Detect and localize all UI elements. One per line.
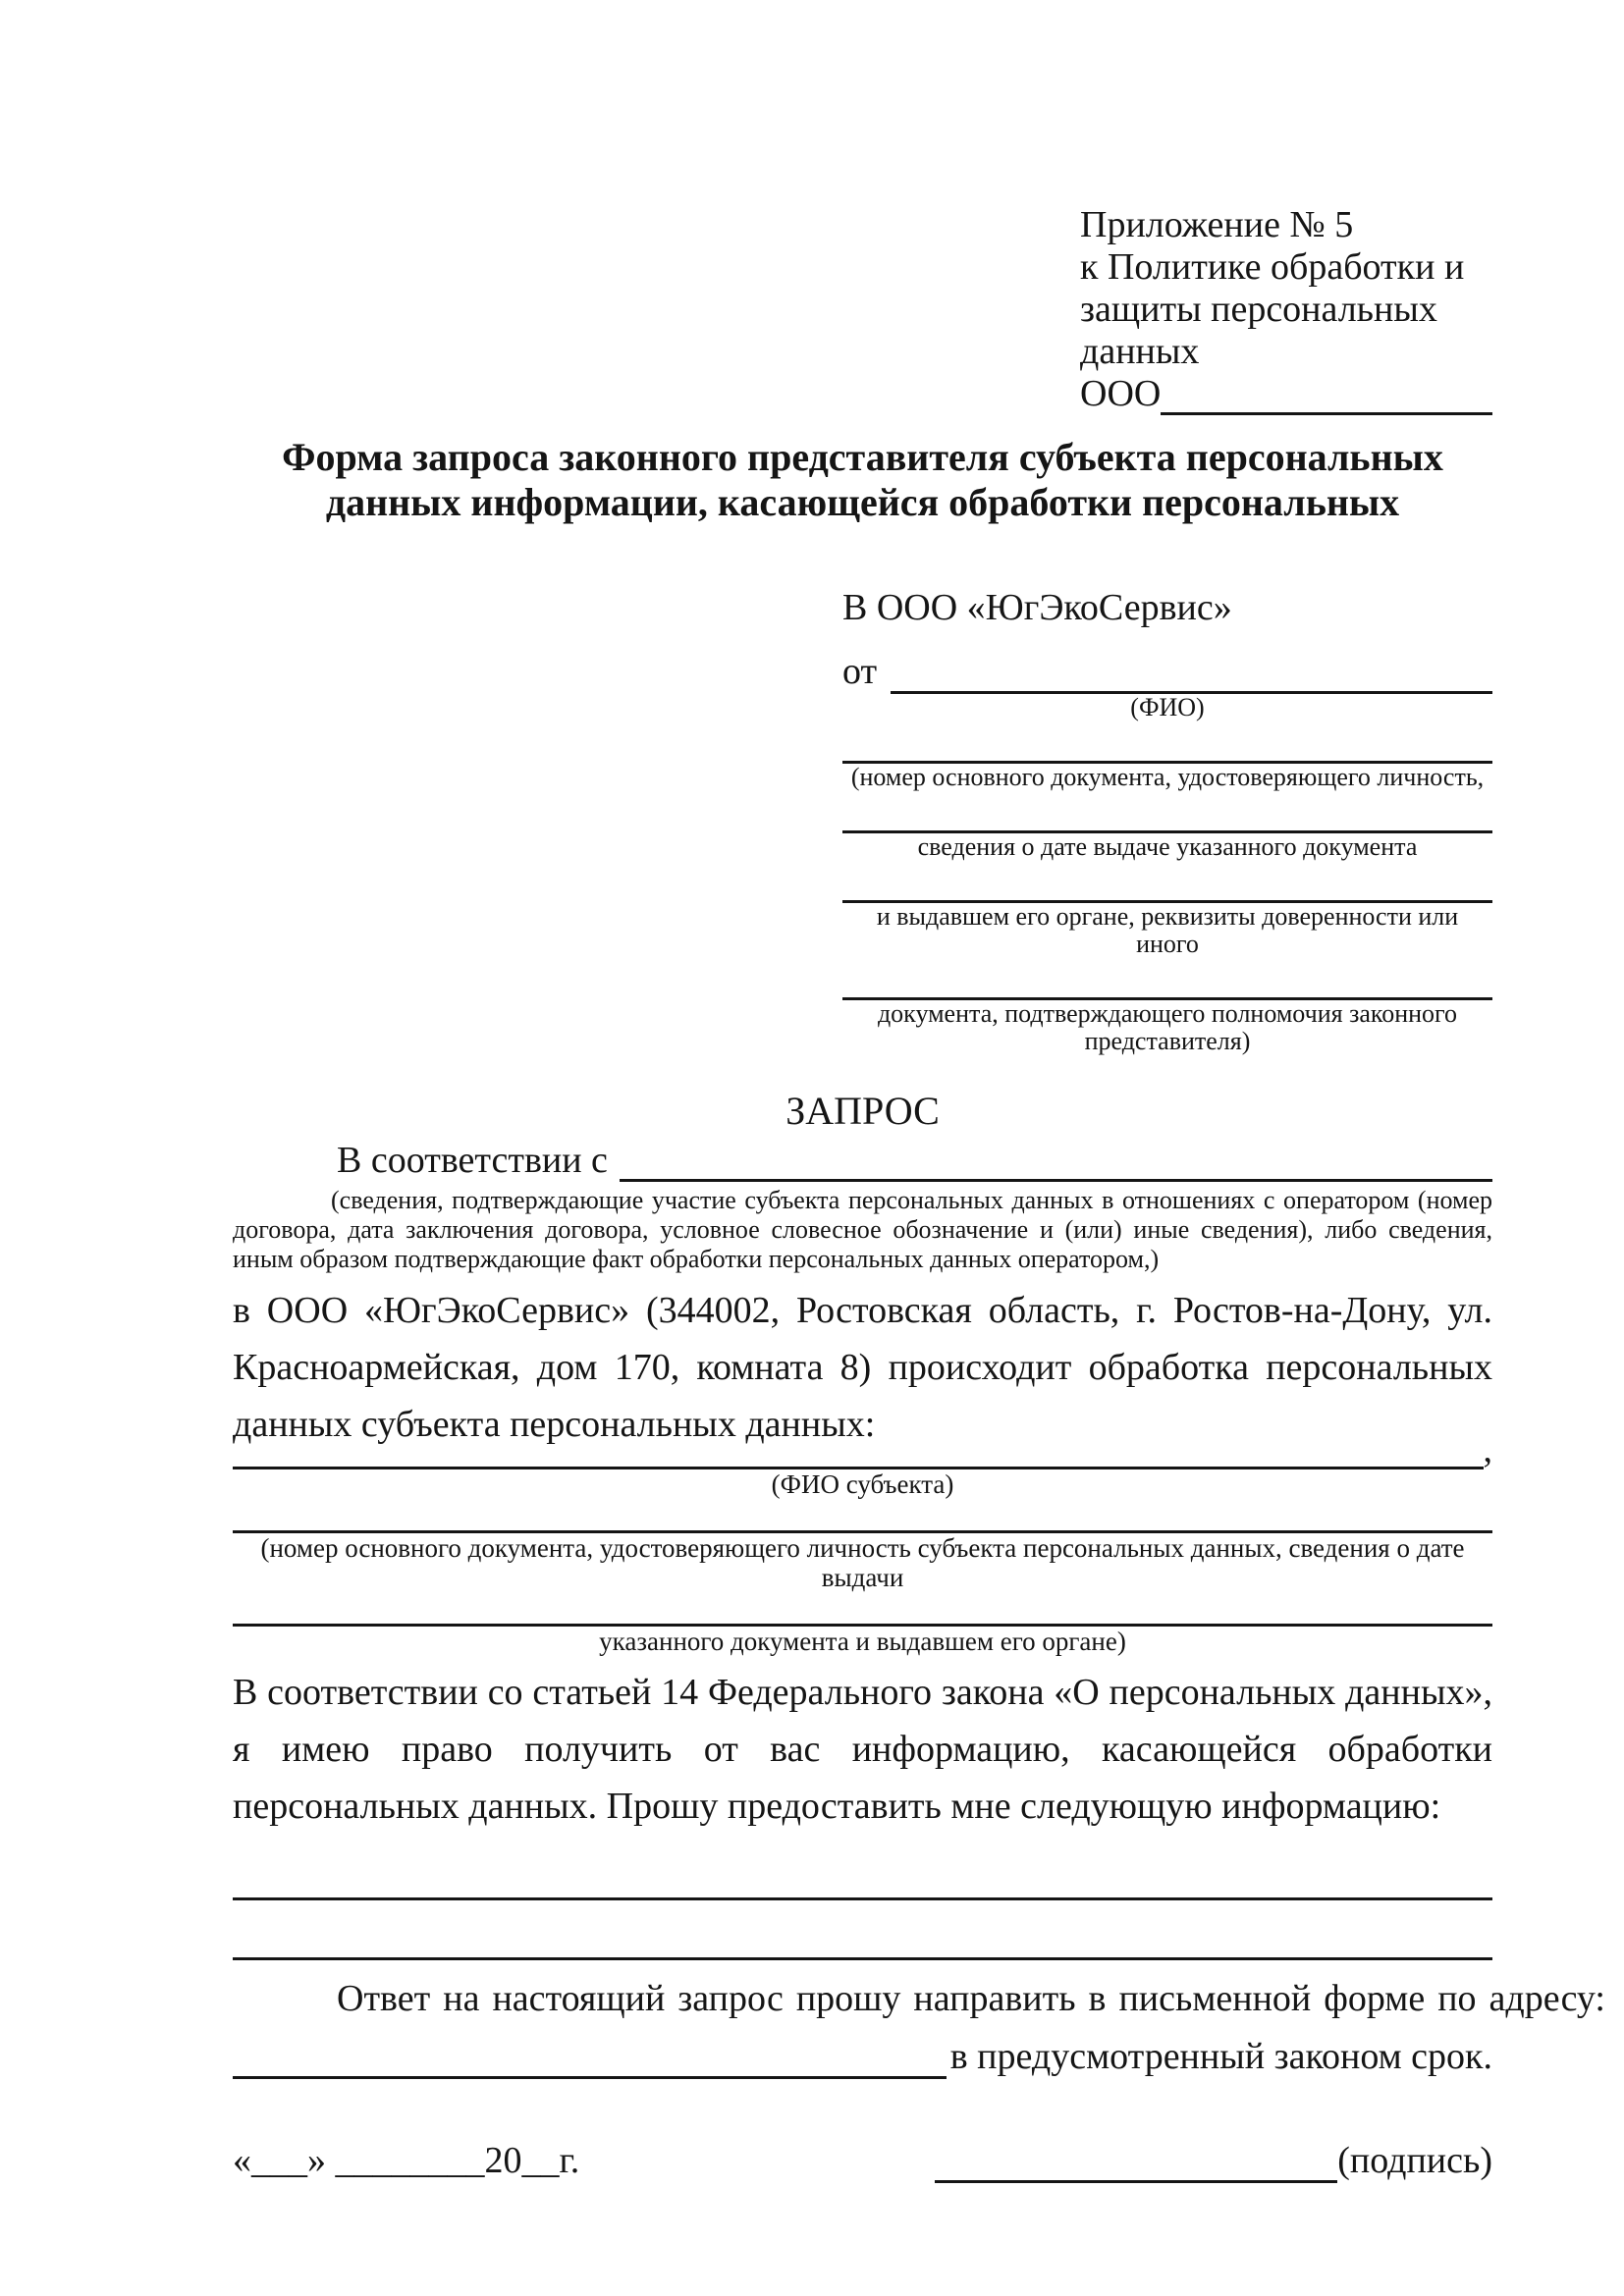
appendix-company-row: [1080, 373, 1492, 415]
from-label: от: [842, 651, 878, 692]
subject-doc-blank-2: [233, 1592, 1492, 1627]
subject-doc-caption-1: (номер основного документа, удостоверяющего личность субъекта персональных данных, сведения о дате выдачи: [260, 1533, 1465, 1592]
subject-doc-blank-1: [233, 1499, 1492, 1533]
doc-caption-3: и выдавшем его органе, реквизиты доверенности или иного: [876, 902, 1459, 958]
appendix-line-3: защиты персональных данных: [1080, 289, 1437, 372]
appendix-note: [1080, 204, 1492, 415]
company-name-blank: [1161, 375, 1492, 415]
subject-doc-caption-2: указанного документа и выдавшем его органе): [599, 1627, 1126, 1656]
intro-row: [233, 1140, 1492, 1182]
reply-request-paragraph: Ответ на настоящий запрос прошу направить в письменной форме по адресу:: [337, 1978, 1605, 2019]
operator-paragraph: в ООО «ЮгЭкоСервис» (344002, Ростовская область, г. Ростов-на-Дону, ул. Красноармейская, дом 170, комната 8) происходит обработка персональных данных субъекта персональных данных:: [233, 1290, 1492, 1445]
footer-row: [233, 2138, 1492, 2183]
title-line-1: Форма запроса законного представителя субъекта персональных: [282, 435, 1443, 479]
doc-blank-line-2: [842, 791, 1492, 833]
title-line-2: данных информации, касающейся обработки персональных: [325, 480, 1400, 524]
signature-block: [935, 2138, 1492, 2183]
info-blank-line-1: [233, 1858, 1492, 1900]
reply-address-row: [233, 2033, 1492, 2079]
doc-caption-1: (номер основного документа, удостоверяющего личность,: [850, 763, 1485, 791]
appendix-line-2: к Политике обработки и: [1080, 246, 1465, 288]
doc-caption-2: сведения о дате выдаче указанного документа: [917, 832, 1418, 861]
representative-doc-group: [842, 721, 1492, 1055]
document-title: [233, 435, 1492, 525]
date-line: «___» ________20__г.: [233, 2140, 580, 2181]
addressee-block: [842, 586, 1492, 1055]
company-prefix: ООО: [1080, 373, 1162, 414]
subject-fio-caption: (ФИО субъекта): [771, 1469, 954, 1499]
from-row: [842, 650, 1492, 694]
reply-address-blank: [233, 2033, 947, 2079]
intro-blank: [620, 1140, 1492, 1182]
doc-blank-line-1: [842, 721, 1492, 764]
reply-suffix: в предусмотренный законом срок.: [949, 2036, 1492, 2077]
doc-blank-line-4: [842, 958, 1492, 1000]
fio-caption: (ФИО): [1130, 693, 1205, 721]
from-name-blank: [891, 650, 1492, 694]
request-heading: ЗАПРОС: [785, 1089, 940, 1133]
intro-lead: В соответствии с: [337, 1140, 608, 1181]
signature-caption: (подпись): [1337, 2140, 1492, 2181]
subject-fio-row: [233, 1429, 1492, 1469]
subject-comma: ,: [1483, 1429, 1492, 1470]
appendix-line-1: Приложение № 5: [1080, 204, 1354, 245]
doc-caption-4: документа, подтверждающего полномочия законного представителя): [877, 999, 1458, 1055]
subject-fio-blank: [233, 1429, 1484, 1469]
addressee-to: В ООО «ЮгЭкоСервис»: [842, 587, 1232, 628]
signature-blank: [935, 2139, 1337, 2183]
info-blank-line-2: [233, 1918, 1492, 1960]
intro-caption: (сведения, подтверждающие участие субъекта персональных данных в отношениях с оператором (номер договора, дата заключения договора, условное словесное обозначение и (или) иные сведения), либо сведения, иным образом подтверждающие факт обработки персональных данных оператором,): [233, 1186, 1492, 1273]
doc-blank-line-3: [842, 861, 1492, 903]
rights-paragraph: В соответствии со статьей 14 Федерального закона «О персональных данных», я имею право получить от вас информацию, касающейся обработки персональных данных. Прошу предоставить мне следующую информацию:: [233, 1672, 1492, 1827]
